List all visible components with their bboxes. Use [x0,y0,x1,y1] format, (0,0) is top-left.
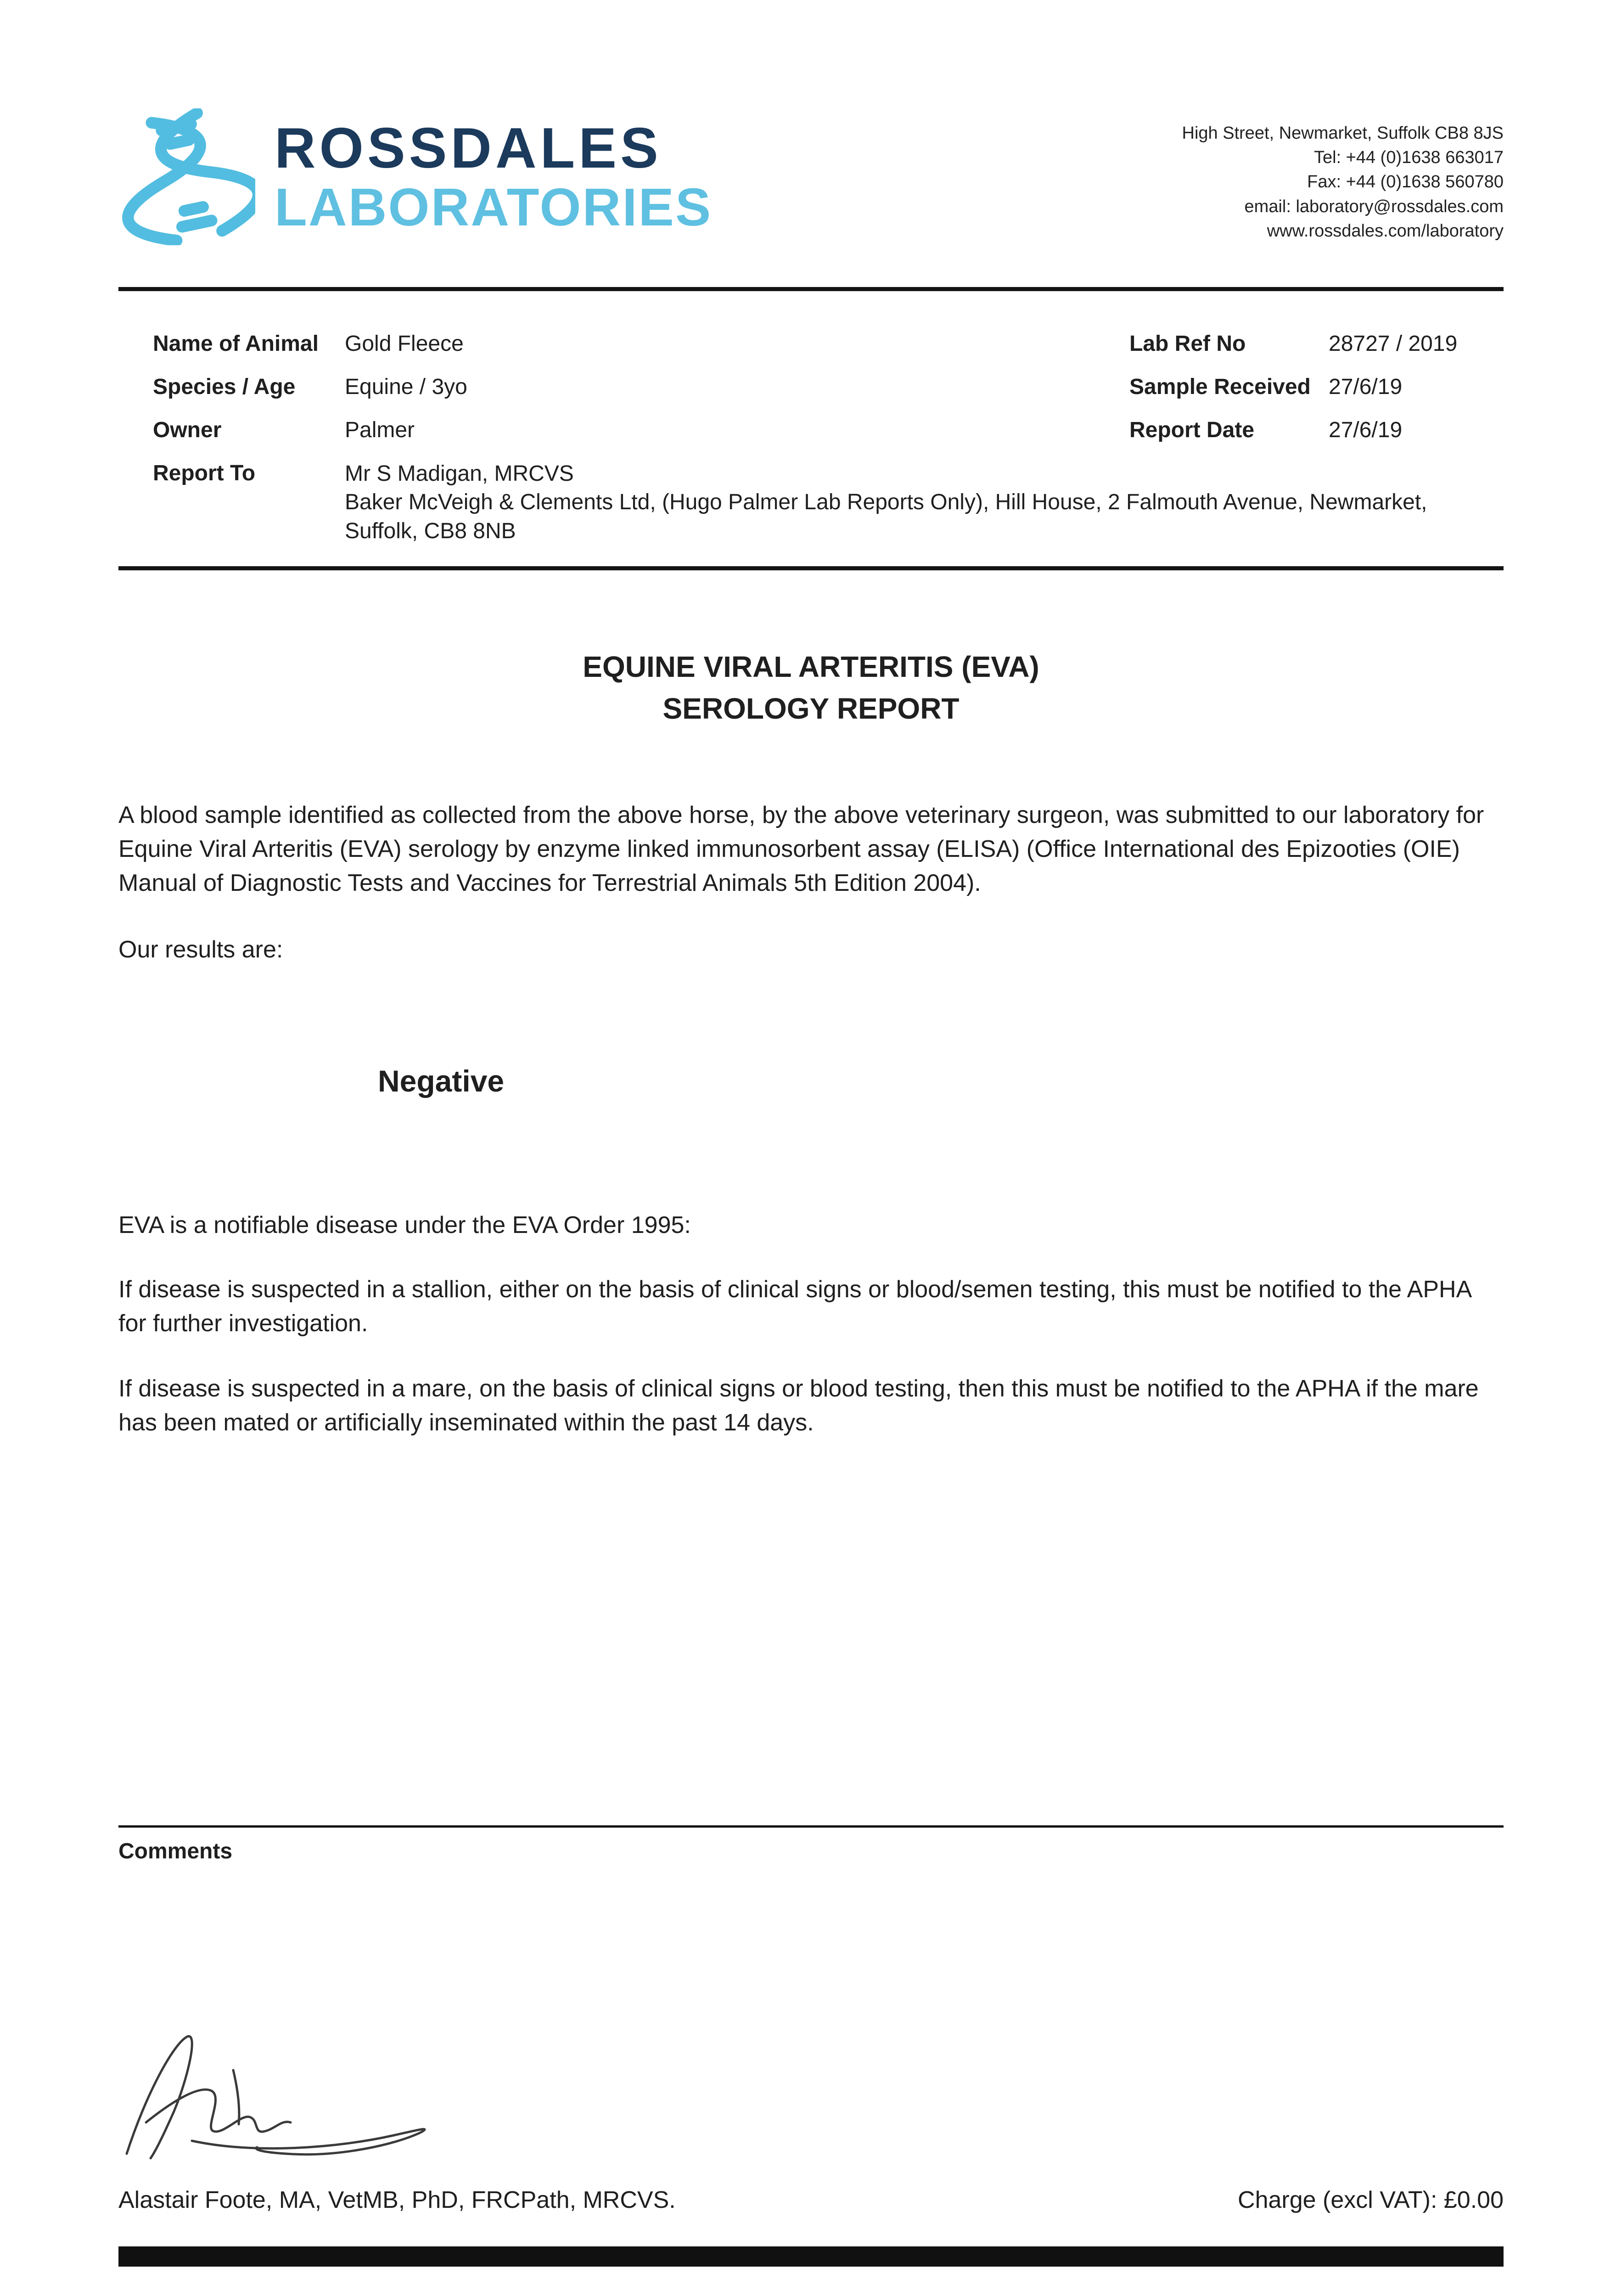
fax-line: Fax: +44 (0)1638 560780 [1307,172,1504,192]
brand-subname: LABORATORIES [275,177,713,237]
info-value: Gold Fleece [345,332,464,356]
info-label: Species / Age [153,375,296,399]
info-value: Palmer [345,418,415,442]
notifiable-statement: EVA is a notifiable disease under the EVA Order 1995: [118,1212,691,1239]
info-label: Report To [153,461,256,485]
stallion-paragraph: If disease is suspected in a stallion, either on the basis of clinical signs or blood/semen testing, this must be notified to the APHA for further investigation. [118,1276,1471,1337]
report-to-address [345,460,1504,546]
brand-wordmark [275,116,713,237]
report-to-line: Mr S Madigan, MRCVS [345,461,574,486]
address-line: High Street, Newmarket, Suffolk CB8 8JS [1182,124,1504,143]
website-line: www.rossdales.com/laboratory [1267,221,1504,241]
brand [118,108,712,245]
info-label: Report Date [1129,418,1255,442]
report-title-line1: EQUINE VIRAL ARTERITIS (EVA) [583,650,1039,684]
info-label: Owner [153,418,222,442]
brand-name: ROSSDALES [275,116,662,180]
report-title-line2: SEROLOGY REPORT [662,692,960,726]
intro-paragraph: A blood sample identified as collected from the above horse, by the above veterinary surgeon, was submitted to our laboratory for Equine Viral Arteritis (EVA) serology by enzyme linked immunosorbent assay (ELISA) (Office International des Epizooties (OIE) Manual of Diagnostic Tests and Vaccines for Terrestrial Animals 5th Edition 2004). [118,801,1484,896]
info-label: Sample Received [1129,375,1311,399]
result-value: Negative [378,1064,505,1098]
info-value: Equine / 3yo [345,375,467,399]
report-to-line: Baker McVeigh & Clements Ltd, (Hugo Palmer Lab Reports Only), Hill House, 2 Falmouth Avenue, Newmarket, Suffolk, CB8 8NB [345,490,1427,543]
comments-divider [118,1825,1504,1828]
info-value: 27/6/19 [1329,375,1403,399]
email-line: email: laboratory@rossdales.com [1244,197,1504,216]
dna-helix-logo-icon [118,108,255,245]
mare-paragraph: If disease is suspected in a mare, on the basis of clinical signs or blood testing, then this must be notified to the APHA if the mare has been mated or artificially inseminated within the past 14 days. [118,1375,1479,1436]
lab-address-block [1182,115,1504,243]
charge-value: Charge (excl VAT): £0.00 [1238,2187,1504,2213]
footer-bar [118,2246,1504,2267]
header-divider [118,287,1504,291]
phone-line: Tel: +44 (0)1638 663017 [1313,148,1504,168]
report-info-table [118,330,1504,546]
info-value: 28727 / 2019 [1329,332,1458,356]
comments-section [118,1825,1504,1864]
info-label: Lab Ref No [1129,332,1246,356]
results-intro: Our results are: [118,936,283,963]
info-label: Name of Animal [153,332,319,356]
comments-label: Comments [118,1839,233,1863]
signatory-name: Alastair Foote, MA, VetMB, PhD, FRCPath, MRCVS. [118,2187,676,2213]
header [118,115,1504,266]
info-value: 27/6/19 [1329,418,1403,442]
report-title [118,646,1504,730]
signatory-row [118,2186,1504,2214]
info-divider [118,566,1504,570]
signature [118,2016,477,2170]
